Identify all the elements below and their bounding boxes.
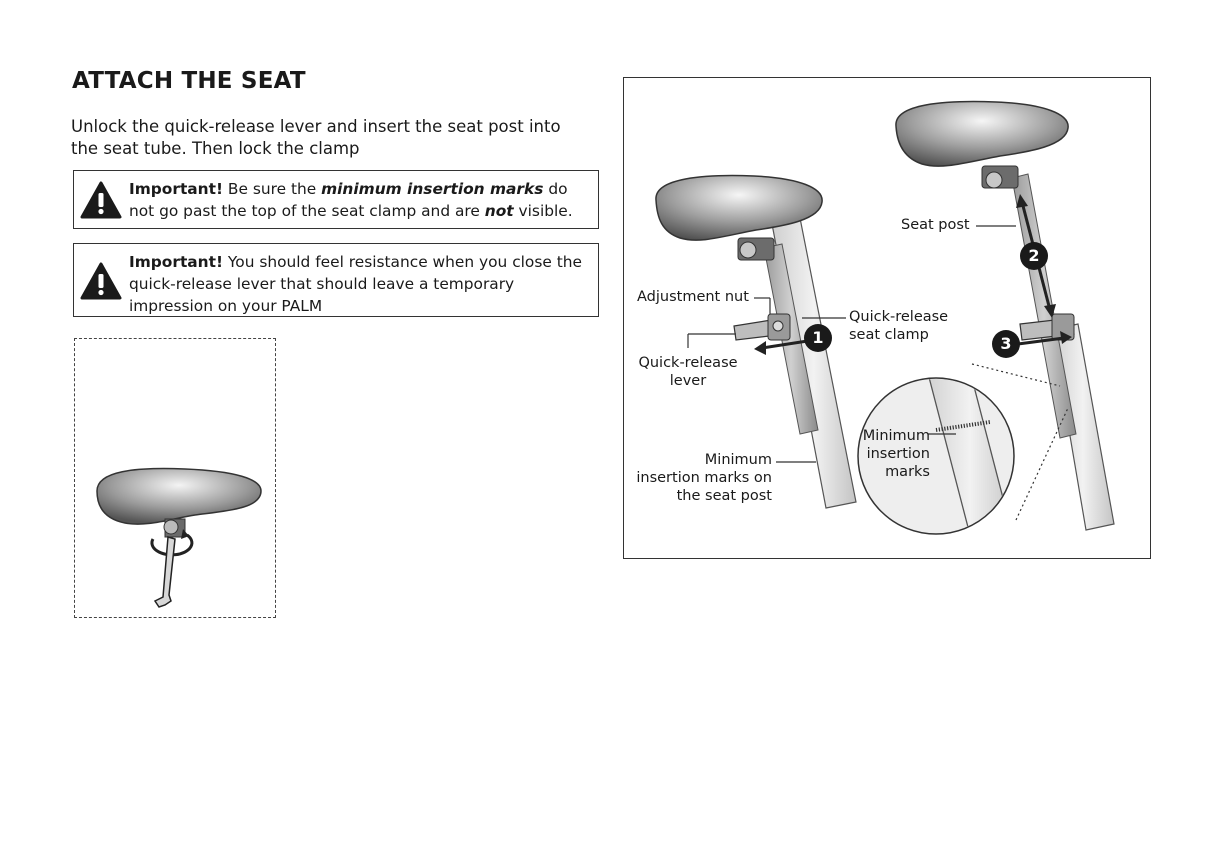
step-3-number: 3 <box>1000 334 1012 353</box>
warning-strong: Important! <box>129 180 224 198</box>
label-line: marks <box>885 464 930 480</box>
seat-wrench-illustration <box>75 339 275 617</box>
warning-text: You should feel resistance when you close the quick-release lever that should leave a temporary impression on your PALM <box>129 253 582 315</box>
label-zoom-marks <box>858 427 930 481</box>
label-qr-clamp <box>849 308 948 344</box>
step-1-number: 1 <box>812 328 824 347</box>
intro-text <box>71 116 591 160</box>
label-seat-post: Seat post <box>901 217 970 233</box>
label-min-marks <box>626 451 772 505</box>
seat-post-diagram <box>623 77 1151 559</box>
warning-emphasis: not <box>484 202 514 220</box>
warning-text-insertion <box>129 178 592 222</box>
warning-text: do not go past the top of the seat clamp and are <box>129 180 568 220</box>
warning-icon <box>80 262 122 300</box>
label-line: the seat post <box>676 488 772 504</box>
label-line: Quick-release <box>849 309 949 325</box>
intro-line-2: the seat tube. Then lock the clamp <box>71 139 360 158</box>
warning-emphasis: minimum insertion marks <box>321 180 544 198</box>
label-line: insertion marks on <box>636 470 772 486</box>
warning-icon <box>80 181 122 219</box>
label-qr-lever <box>630 354 746 390</box>
warning-text: Be sure the <box>223 180 322 198</box>
label-line: lever <box>669 373 707 389</box>
label-line: seat clamp <box>849 327 929 343</box>
label-adjustment-nut: Adjustment nut <box>637 289 749 305</box>
adjustment-illustration-frame <box>74 338 276 618</box>
label-line: insertion <box>866 446 930 462</box>
intro-line-1: Unlock the quick-release lever and insert the seat post into <box>71 117 561 136</box>
page-title: ATTACH THE SEAT <box>72 68 306 94</box>
step-2-number: 2 <box>1028 246 1040 265</box>
label-line: Quick-release <box>638 355 738 371</box>
label-line: Minimum <box>704 452 772 468</box>
warning-strong: Important! <box>129 253 224 271</box>
warning-text-resistance <box>129 251 592 317</box>
warning-box-insertion <box>73 170 599 229</box>
warning-box-resistance <box>73 243 599 317</box>
warning-text: visible. <box>513 202 573 220</box>
label-line: Minimum <box>862 428 930 444</box>
